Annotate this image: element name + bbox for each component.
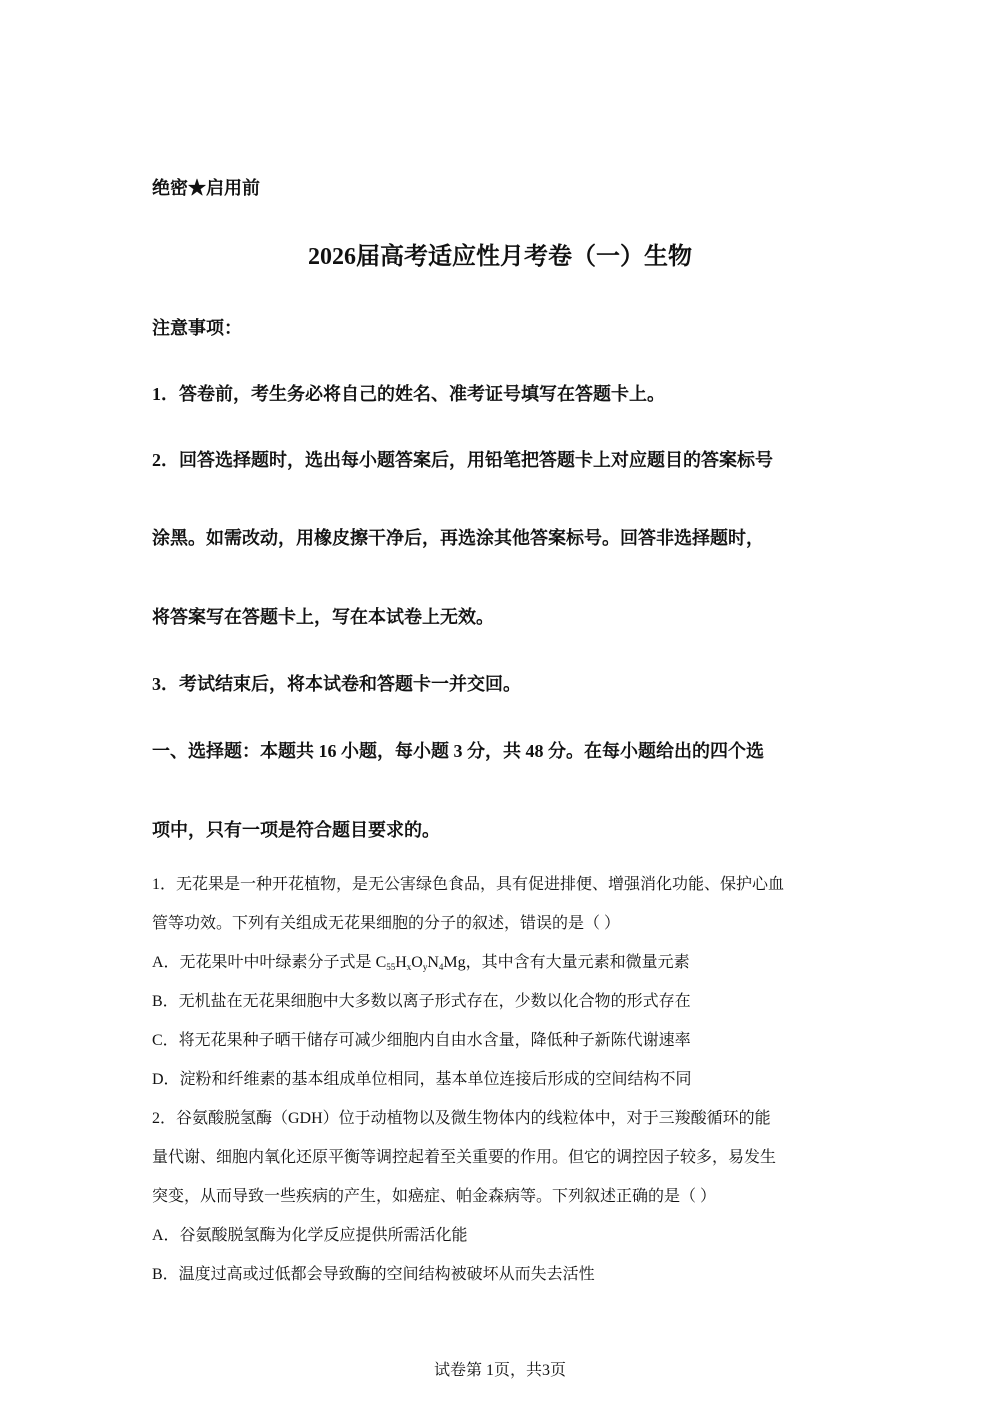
notice-item-3: 3．考试结束后，将本试卷和答题卡一并交回。: [152, 674, 521, 694]
page-footer: 试卷第 1页，共3页: [433, 1362, 566, 1379]
notice-heading: 注意事项：: [152, 318, 242, 338]
option-a-suffix: ，其中含有大量元素和微量元素: [465, 954, 690, 971]
question-1-stem-line-2: 管等功效。下列有关组成无花果细胞的分子的叙述，错误的是（ ）: [152, 915, 621, 932]
notice-item-1: 1．答卷前，考生务必将自己的姓名、准考证号填写在答题卡上。: [152, 384, 665, 404]
question-1-option-d: D．淀粉和纤维素的基本组成单位相同，基本单位连接后形成的空间结构不同: [152, 1071, 692, 1088]
question-1-stem-line-1: 1．无花果是一种开花植物，是无公害绿色食品，具有促进排便、增强消化功能、保护心血: [152, 876, 785, 893]
section-heading-line-2: 项中，只有一项是符合题目要求的。: [152, 820, 440, 840]
secret-label: 绝密★启用前: [152, 178, 260, 198]
notice-item-2-line-2: 涂黑。如需改动，用橡皮擦干净后，再选涂其他答案标号。回答非选择题时，: [152, 528, 764, 548]
chlorophyll-formula: $C_{55}H_xO_yN_4Mg$: [375, 954, 466, 972]
question-2-stem-line-3: 突变，从而导致一些疾病的产生，如癌症、帕金森病等。下列叙述正确的是（ ）: [152, 1188, 717, 1205]
notice-item-2-line-3: 将答案写在答题卡上，写在本试卷上无效。: [152, 607, 494, 627]
notice-item-2-line-1: 2．回答选择题时，选出每小题答案后，用铅笔把答题卡上对应题目的答案标号: [152, 450, 773, 470]
question-2-stem-line-1: 2．谷氨酸脱氢酶（GDH）位于动植物以及微生物体内的线粒体中，对于三羧酸循环的能: [152, 1110, 771, 1127]
section-heading-line-1: 一、选择题：本题共 16 小题，每小题 3 分，共 48 分。在每小题给出的四个选: [152, 741, 764, 761]
question-1-option-b: B．无机盐在无花果细胞中大多数以离子形式存在，少数以化合物的形式存在: [152, 993, 691, 1010]
question-1-option-c: C．将无花果种子晒干储存可减少细胞内自由水含量，降低种子新陈代谢速率: [152, 1032, 691, 1049]
question-1-option-a: [152, 949, 690, 972]
question-2-option-b: B．温度过高或过低都会导致酶的空间结构被破坏从而失去活性: [152, 1266, 595, 1283]
question-2-option-a: A．谷氨酸脱氢酶为化学反应提供所需活化能: [152, 1227, 468, 1244]
question-2-stem-line-2: 量代谢、细胞内氧化还原平衡等调控起着至关重要的作用。但它的调控因子较多，易发生: [152, 1149, 777, 1166]
exam-title: 2026届高考适应性月考卷（一）生物: [308, 244, 692, 270]
option-a-prefix: A．无花果叶中叶绿素分子式是: [152, 954, 376, 971]
